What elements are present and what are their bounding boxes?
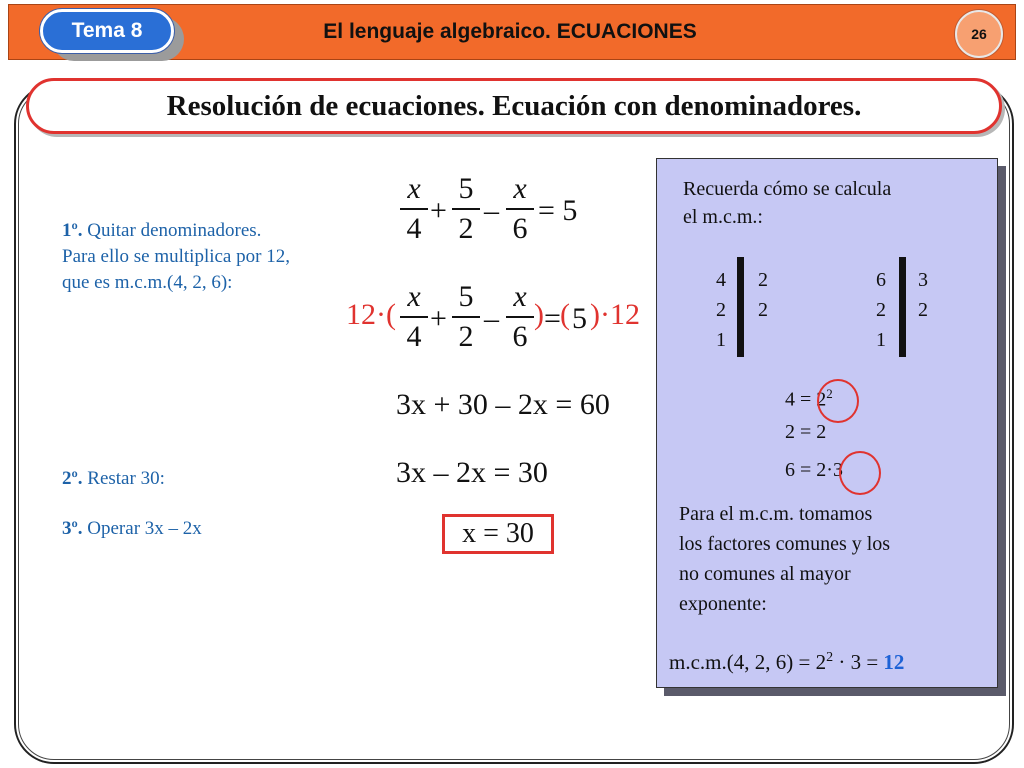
factor-table-right-col2 — [913, 265, 933, 325]
factor-table-right-col1 — [871, 265, 891, 355]
step-3-text: Operar 3x – 2x — [87, 518, 202, 539]
highlight-circle-3 — [839, 451, 881, 495]
tema-badge — [40, 9, 174, 53]
factor-table-left-bar — [737, 257, 744, 357]
eq2-prefix: 12·( — [346, 298, 396, 331]
rule-line3: no comunes al mayor — [679, 563, 851, 585]
rule-line1: Para el m.c.m. tomamos — [679, 503, 873, 525]
eq2-rhs-mult: ·12 — [600, 298, 640, 331]
step-1-line2: Para ello se multiplica por 12, — [62, 246, 290, 267]
slide-title: Resolución de ecuaciones. Ecuación con denominadores. — [166, 90, 862, 122]
equation-2 — [346, 280, 666, 366]
equation-4: 3x – 2x = 30 — [396, 456, 548, 489]
step-1-number: 1º. — [62, 220, 83, 241]
eq2-f3-denominator: 6 — [512, 320, 528, 353]
eq1-op-1: + — [430, 194, 447, 227]
panel-intro-line2: el m.c.m.: — [683, 206, 763, 228]
eq2-equal: = — [544, 302, 561, 335]
page-number: 26 — [971, 26, 987, 42]
eq2-rhs-value: 5 — [572, 302, 587, 335]
eq2-op-1: + — [430, 302, 447, 335]
eq1-f3-denominator: 6 — [512, 212, 528, 245]
eq2-f1-denominator: 4 — [406, 320, 422, 353]
mcm-result-value: 12 — [883, 650, 905, 674]
equation-1 — [396, 172, 596, 258]
step-1-line3: que es m.c.m.(4, 2, 6): — [62, 272, 233, 293]
eq2-fraction-1 — [400, 280, 428, 354]
equation-3: 3x + 30 – 2x = 60 — [396, 388, 610, 421]
eq1-op-2: – — [484, 194, 499, 227]
factorization-6: 6 = 2·3 — [785, 459, 843, 481]
eq1-rhs: = 5 — [538, 194, 578, 227]
mcm-result-prefix: m.c.m.(4, 2, 6) = 2 — [669, 650, 827, 674]
ftl-r2c1: 2 — [716, 299, 726, 321]
ftr-r2c2: 2 — [918, 299, 928, 321]
mcm-result — [669, 643, 904, 677]
eq2-rhs-close: ) — [590, 298, 600, 331]
panel-intro-line1: Recuerda cómo se calcula — [683, 178, 892, 200]
eq1-fraction-3 — [506, 172, 534, 246]
eq2-rhs-open: ( — [560, 298, 570, 331]
panel-intro — [683, 175, 891, 231]
step-2-number: 2º. — [62, 468, 83, 489]
eq1-fraction-2 — [452, 172, 480, 246]
eq1-f1-denominator: 4 — [406, 212, 422, 245]
ftr-r1c1: 6 — [876, 269, 886, 291]
ftl-r3c1: 1 — [716, 329, 726, 351]
eq2-f2-denominator: 2 — [458, 320, 474, 353]
ftr-r1c2: 3 — [918, 269, 928, 291]
result-box — [442, 514, 554, 554]
mcm-result-mid: · 3 = — [833, 650, 884, 674]
step-1-text: Quitar denominadores. — [87, 220, 262, 241]
rule-line2: los factores comunes y los — [679, 533, 891, 555]
page-number-badge — [955, 10, 1003, 58]
mcm-panel — [656, 158, 998, 688]
step-1 — [62, 218, 382, 296]
eq1-f2-denominator: 2 — [458, 212, 474, 245]
eq2-fraction-2 — [452, 280, 480, 354]
eq2-suffix: ) — [534, 298, 544, 331]
ftr-r3c1: 1 — [876, 329, 886, 351]
ftr-r2c1: 2 — [876, 299, 886, 321]
eq2-f1-numerator: x — [407, 280, 421, 313]
factorization-2: 2 = 2 — [785, 421, 827, 443]
ftl-r2c2: 2 — [758, 299, 768, 321]
eq1-fraction-1 — [400, 172, 428, 246]
factor-table-right-bar — [899, 257, 906, 357]
eq2-op-2: – — [484, 302, 499, 335]
step-3 — [62, 516, 202, 542]
equation-5: x = 30 — [462, 518, 534, 549]
factor-table-left-col2 — [753, 265, 773, 325]
eq2-f3-numerator: x — [513, 280, 527, 313]
fact-4-base: 4 = 2 — [785, 388, 827, 411]
eq1-f1-numerator: x — [407, 172, 421, 205]
step-2-text: Restar 30: — [87, 468, 165, 489]
ftl-r1c2: 2 — [758, 269, 768, 291]
rule-line4: exponente: — [679, 593, 767, 615]
eq2-fraction-3 — [506, 280, 534, 354]
mcm-result-exp: 2 — [826, 650, 834, 665]
eq2-f2-numerator: 5 — [458, 280, 474, 313]
slide-title-box — [26, 78, 1002, 134]
rule-text — [679, 499, 890, 619]
step-3-number: 3º. — [62, 518, 83, 539]
eq1-f2-numerator: 5 — [458, 172, 474, 205]
ftl-r1c1: 4 — [716, 269, 726, 291]
eq1-f3-numerator: x — [513, 172, 527, 205]
step-2 — [62, 466, 165, 492]
factor-table-left-col1 — [711, 265, 731, 355]
header-title: El lenguaje algebraico. ECUACIONES — [323, 20, 697, 43]
tema-label: Tema 8 — [71, 19, 143, 42]
fact-4-exp: 2 — [826, 386, 833, 401]
